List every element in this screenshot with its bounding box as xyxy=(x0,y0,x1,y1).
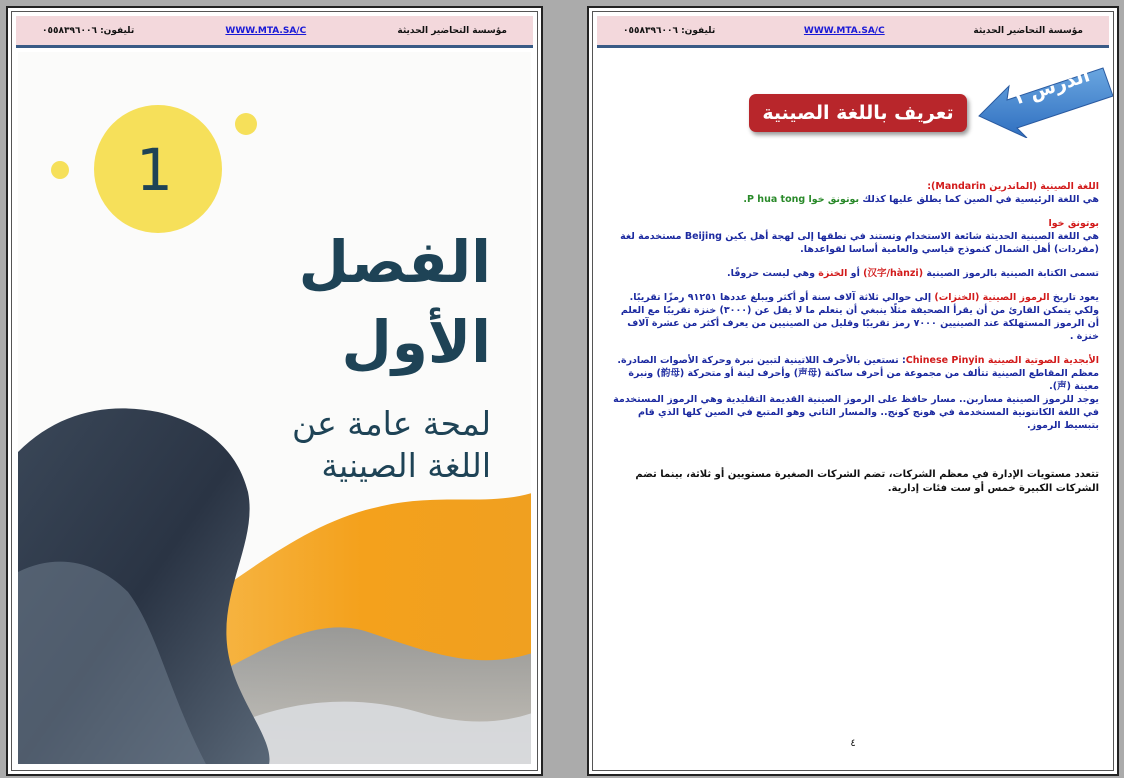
chapter-number: 1 xyxy=(136,136,173,204)
header-url-link[interactable]: WWW.MTA.SA/C xyxy=(803,25,885,36)
yellow-dot-left xyxy=(51,161,69,179)
cover-page xyxy=(6,6,543,776)
paragraph-pinyin: الأبجدية الصوتية الصينية Chinese Pinyin: تستعين بالأحرف اللاتينية لتبين نبرة وحركة الأصوات الصادرة. معظم المقاطع الصينية تتألف من مجموعة من أحرف ساكنة (声母) وأحرف لينة أو متحركة (韵母) ونبرة معينة (声). يوجد للرموز الصينية مساربن.. مسار حافظ على الرموز الصينية القديمة التقليدية وهي الرموز المستخدمة في اللغة الكانتونية المستخدمة في هونج كونج.. والمسار الثاني وهو المتبع في الصين كلها الذي قام بتبسيط الرموز. xyxy=(613,355,1099,431)
paragraph-mandarin: اللغة الصينية (الماندرين Mandarin): هي اللغة الرئيسية في الصين كما يطلق عليها كذلك بوتونق خوا P hua tong. xyxy=(743,181,1099,205)
cover-title-line2: الأول xyxy=(341,308,491,376)
page-header xyxy=(597,16,1109,48)
cover-artwork xyxy=(18,52,531,764)
page-header xyxy=(16,16,533,48)
header-phone: تليفون: ٠٥٥٨٣٩٦٠٠٦ xyxy=(623,25,716,36)
cover-subtitle-line1: لمحة عامة عن xyxy=(291,404,491,443)
lesson-number-label: الدرس ١ xyxy=(1009,64,1093,110)
paragraph-putonghua: بوتونق خوا هي اللغة الصينية الحديثة شائعة الاستخدام وتستند في نطقها إلى لهجة أهل بكين Beijing مستخدمة لغة (مفردات) أهل الشمال كنموذج قياسي والعامية أساسا لقواعدها. xyxy=(620,218,1099,255)
header-url-link[interactable]: WWW.MTA.SA/C xyxy=(225,25,307,36)
paragraph-history: يعود تاريخ الرموز الصينية (الخنزات) إلى حوالي ثلاثة آلاف سنة أو أكثر ويبلغ عددها ٩١٢٥١ رمزًا تقريبًا. ولكي يتمكن القارئ من أن يقرأ الصحيفة مثلًا ينبغي أن يتعلم ما لا يقل عن (٣٠٠٠) خنزة تقريبًا مع العلم أن الرموز المستهلكة عند الصينيين ٧٠٠٠ رمز تقريبًا وقليل من الصينيين من يعرف أكثر من عشرة آلاف خنزة . xyxy=(620,292,1099,342)
cover-title-line1: الفصل xyxy=(298,228,491,296)
lesson-page xyxy=(587,6,1119,776)
header-org: مؤسسة التحاضير الحديثة xyxy=(397,25,507,36)
cover-subtitle-line2: اللغة الصينية xyxy=(321,446,491,485)
yellow-dot-right xyxy=(235,113,257,135)
header-phone: تليفون: ٠٥٥٨٣٩٦٠٠٦ xyxy=(42,25,135,36)
lesson-title: تعريف باللغة الصينية xyxy=(749,94,967,132)
lesson-body xyxy=(607,180,1099,507)
putonghua-heading: بوتونق خوا xyxy=(1048,218,1099,229)
mandarin-heading: اللغة الصينية (الماندرين Mandarin): xyxy=(927,181,1099,192)
header-org: مؤسسة التحاضير الحديثة xyxy=(973,25,1083,36)
paragraph-writing: تسمى الكتابة الصينية بالرموز الصينية (汉字/hànzi) أو الخنزة وهي ليست حروفًا. xyxy=(727,268,1099,279)
page-number: ٤ xyxy=(850,738,856,749)
paragraph-management: تتعدد مستويات الإدارة في معظم الشركات، تضم الشركات الصغيرة مستويين أو ثلاثة، بينما تضم الشركات الكبيرة خمس أو ست فئات إدارية. xyxy=(635,469,1099,494)
